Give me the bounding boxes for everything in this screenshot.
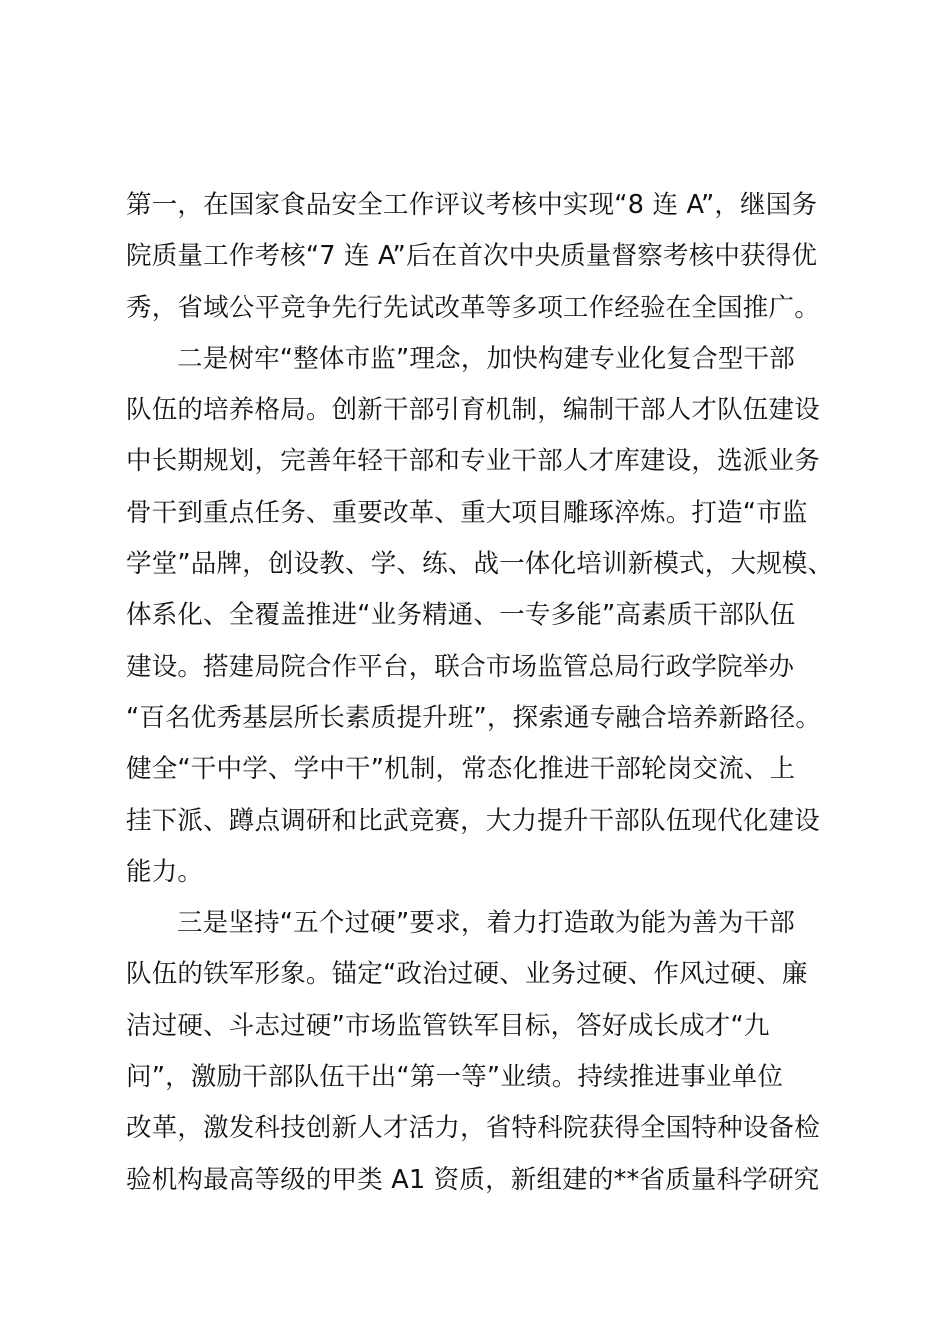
text-line: 改革，激发科技创新人才活力，省特科院获得全国特种设备检 [126,1113,820,1144]
text-line: 问”，激励干部队伍干出“第一等”业绩。持续推进事业单位 [126,1062,784,1093]
text-line: 中长期规划，完善年轻干部和专业干部人才库建设，选派业务 [126,446,820,477]
text-line: 院质量工作考核“7 连 A”后在首次中央质量督察考核中获得优 [126,241,818,272]
text-line: 秀，省域公平竞争先行先试改革等多项工作经验在全国推广。 [126,292,820,323]
text-line: 三是坚持“五个过硬”要求，着力打造敢为能为善为干部 [177,908,795,939]
text-line: 骨干到重点任务、重要改革、重大项目雕琢淬炼。打造“市监 [126,497,808,528]
text-line: 能力。 [126,856,204,887]
text-line: 体系化、全覆盖推进“业务精通、一专多能”高素质干部队伍 [126,600,796,631]
text-line: 建设。搭建局院合作平台，联合市场监管总局行政学院举办 [126,651,795,682]
text-line: 洁过硬、斗志过硬”市场监管铁军目标，答好成长成才“九 [126,1010,770,1041]
text-line: “百名优秀基层所长素质提升班”，探索通专融合培养新路径。 [126,702,822,733]
text-line: 队伍的铁军形象。锚定“政治过硬、业务过硬、作风过硬、廉 [126,959,808,990]
text-line: 挂下派、蹲点调研和比武竞赛，大力提升干部队伍现代化建设 [126,805,820,836]
text-line: 第一，在国家食品安全工作评议考核中实现“8 连 A”，继国务 [126,190,818,220]
text-line: 验机构最高等级的甲类 A1 资质，新组建的**省质量科学研究 [126,1164,820,1195]
text-line: 学堂”品牌，创设教、学、练、战一体化培训新模式，大规模、 [126,549,834,580]
text-line: 健全“干中学、学中干”机制，常态化推进干部轮岗交流、上 [126,754,796,785]
text-line: 队伍的培养格局。创新干部引育机制，编制干部人才队伍建设 [126,395,820,426]
text-line: 二是树牢“整体市监”理念，加快构建专业化复合型干部 [177,343,795,374]
body-text [126,180,846,1206]
